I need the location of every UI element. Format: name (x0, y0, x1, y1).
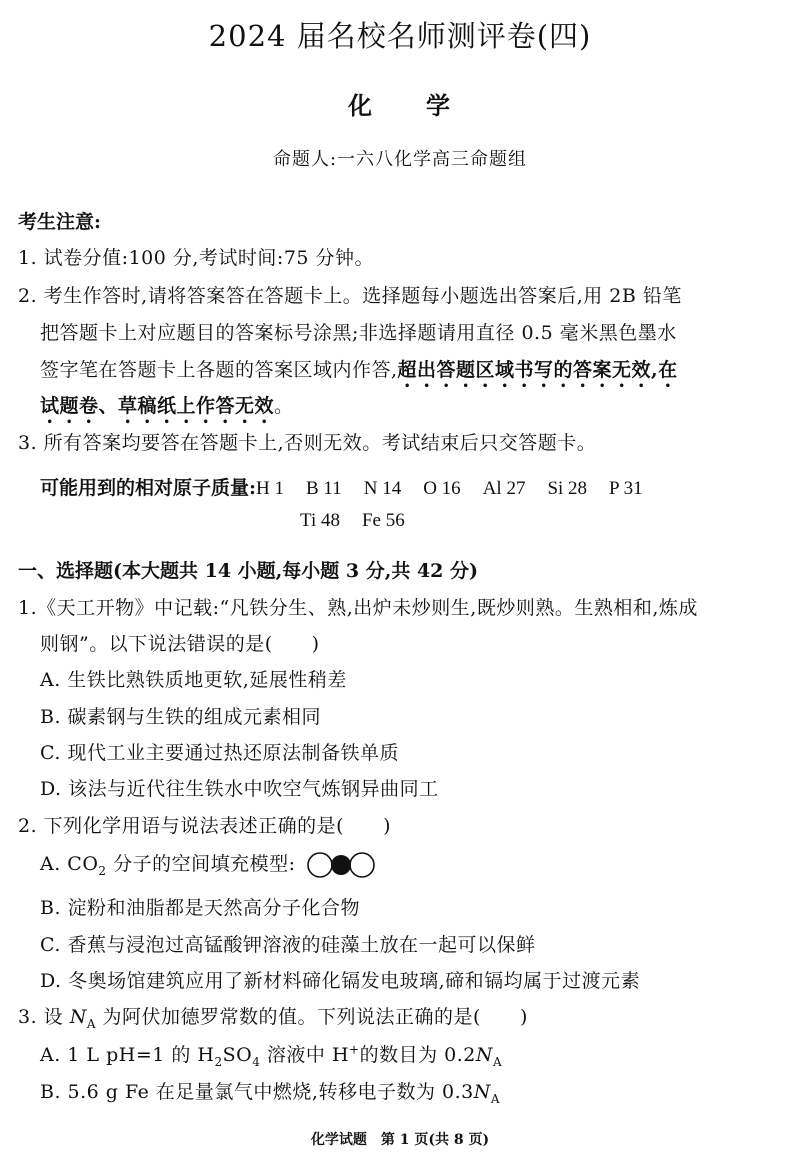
q3-stem-suffix: 为阿伏加德罗常数的值。下列说法正确的是( ) (96, 1006, 528, 1028)
notice-heading: 考生注意: (18, 211, 102, 233)
q3-a-text-4: 的数目为 0.2 (359, 1044, 476, 1066)
notice-item-2-end: 。 (274, 395, 294, 417)
q3-b-na: N (473, 1081, 491, 1103)
q3-stem-na: N (69, 1006, 87, 1028)
atomic-mass-label: 可能用到的相对原子质量: (40, 477, 257, 499)
author-line: 命题人:一六八化学高三命题组 (272, 149, 528, 170)
notice-item-2-line-2: 把答题卡上对应题目的答案标号涂黑;非选择题请用直径 0.5 毫米黑色墨水 (40, 322, 677, 344)
atomic-mass-item: Fe 56 (361, 510, 405, 531)
q3-stem-na-sub: A (86, 1016, 97, 1031)
q3-a-text-1: A. 1 L pH=1 的 H (40, 1044, 215, 1066)
q3-a-sub-1: 2 (214, 1054, 223, 1069)
q1-option-b: B. 碳素钢与生铁的组成元素相同 (40, 706, 322, 728)
q1-option-d: D. 该法与近代往生铁水中吹空气炼钢异曲同工 (40, 778, 439, 800)
q3-a-text-2: SO (222, 1044, 253, 1066)
q3-a-sup: + (349, 1042, 360, 1057)
q2-option-a-prefix: A. CO (40, 853, 99, 875)
atomic-mass-item: Si 28 (547, 478, 588, 499)
q2-option-d: D. 冬奥场馆建筑应用了新材料碲化镉发电玻璃,碲和镉均属于过渡元素 (40, 970, 641, 992)
q2-option-b: B. 淀粉和油脂都是天然高分子化合物 (40, 897, 361, 919)
q2-option-a (40, 849, 376, 879)
notice-item-2-line-3 (40, 355, 678, 392)
q3-b-na-sub: A (490, 1091, 501, 1106)
atomic-mass-item: H 1 (256, 478, 284, 499)
q3-option-b (40, 1077, 500, 1106)
co2-space-filling-model-icon (306, 851, 376, 879)
atomic-mass-item: N 14 (363, 478, 402, 499)
atomic-mass-item: B 11 (306, 478, 342, 499)
subject-title: 化 学 (348, 91, 452, 120)
atomic-mass-item: Al 27 (482, 478, 526, 499)
q1-option-c: C. 现代工业主要通过热还原法制备铁单质 (40, 742, 399, 764)
notice-item-2-line-4 (40, 391, 294, 428)
q3-a-text-3: 溶液中 H (260, 1044, 350, 1066)
atomic-mass-item: Ti 48 (300, 510, 340, 531)
page-footer: 化学试题 第 1 页(共 8 页) (310, 1132, 490, 1148)
q1-option-a: A. 生铁比熟铁质地更软,延展性稍差 (40, 669, 347, 691)
q3-a-na: N (475, 1044, 493, 1066)
notice-item-2-line-1: 2. 考生作答时,请将答案答在答题卡上。选择题每小题选出答案后,用 2B 铅笔 (18, 285, 682, 307)
q3-stem-prefix: 3. 设 (18, 1006, 70, 1028)
section-1-heading: 一、选择题(本大题共 14 小题,每小题 3 分,共 42 分) (18, 560, 478, 582)
atomic-mass-item: O 16 (423, 478, 461, 499)
q2-stem: 2. 下列化学用语与说法表述正确的是( ) (18, 815, 391, 837)
q3-stem (18, 1002, 528, 1031)
atomic-mass-item: P 31 (609, 478, 643, 499)
notice-item-2-line-3-plain: 签字笔在答题卡上各题的答案区域内作答, (40, 359, 398, 381)
q2-option-c: C. 香蕉与浸泡过高锰酸钾溶液的硅藻土放在一起可以保鲜 (40, 934, 536, 956)
q3-b-text-1: B. 5.6 g Fe 在足量氯气中燃烧,转移电子数为 0.3 (40, 1081, 474, 1103)
q2-option-a-suffix: 分子的空间填充模型: (106, 853, 296, 875)
q2-option-a-sub: 2 (98, 863, 107, 878)
notice-item-1: 1. 试卷分值:100 分,考试时间:75 分钟。 (18, 247, 375, 269)
atomic-mass-row-2 (300, 509, 427, 532)
q3-a-na-sub: A (492, 1054, 503, 1069)
notice-emphasis-2: 试题卷、草稿纸上作答无效 (40, 395, 275, 417)
q3-option-a (40, 1040, 502, 1069)
q1-stem-line-2: 则钢”。以下说法错误的是( ) (40, 633, 320, 655)
notice-emphasis-1: 超出答题区域书写的答案无效,在 (397, 359, 678, 381)
atomic-mass-row-1 (40, 473, 643, 500)
notice-item-3: 3. 所有答案均要答在答题卡上,否则无效。考试结束后只交答题卡。 (18, 432, 597, 454)
q1-stem-line-1: 1.《天工开物》中记载:“凡铁分生、熟,出炉未炒则生,既炒则熟。生熟相和,炼成 (18, 597, 698, 619)
q3-a-sub-2: 4 (252, 1054, 261, 1069)
exam-title: 2024 届名校名师测评卷(四) (208, 19, 592, 53)
